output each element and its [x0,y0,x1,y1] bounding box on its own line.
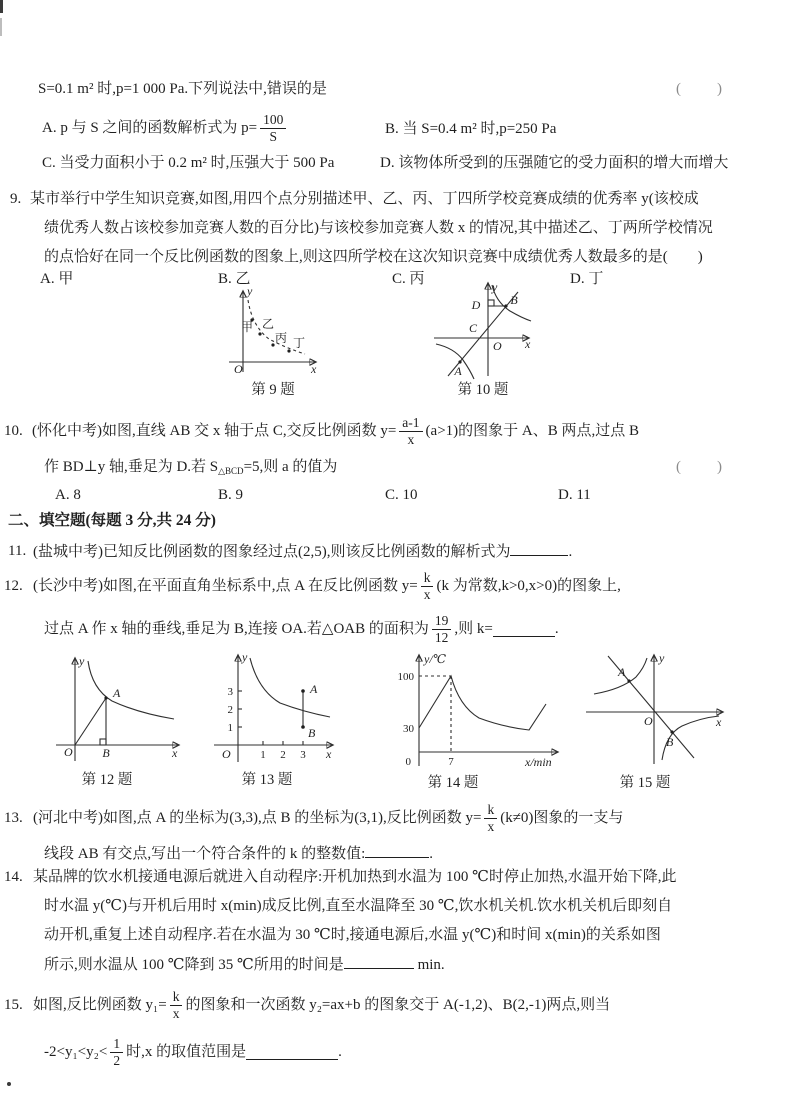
q10-fraction [399,415,422,447]
q10-line2-a: 作 BD⊥y 轴,垂足为 D.若 S [44,459,219,475]
q15-post: . [338,1044,342,1060]
label-x: x [311,362,317,376]
q13-line1-a: (河北中考)如图,点 A 的坐标为(3,3),点 B 的坐标为(3,1),反比例函数 y= [33,810,482,826]
q10-option-d: D. 11 [558,487,591,503]
x-tick-label-3: 3 [300,749,306,761]
label-origin: O [234,362,243,376]
label-yi: 乙 [261,317,275,331]
q12-line1 [33,564,621,608]
q14-number: 14. [4,869,23,885]
fraction-denominator: x [487,818,495,834]
figure-q15-graph [580,648,730,772]
label-origin: O [64,745,73,759]
q8-option-d: D. 该物体所受到的压强随它的受力面积的增大而增大 [380,155,729,171]
q13-line2 [44,842,433,865]
q10-line2-b: =5,则 a 的值为 [243,459,338,475]
q10-option-b: B. 9 [218,487,244,503]
q10-option-a: A. 8 [55,487,81,503]
q12-line1-a: (长沙中考)如图,在平面直角坐标系中,点 A 在反比例函数 y= [33,578,418,594]
label-A: A [618,665,626,679]
q15-line1-b: 的图象和一次函数 y₂=ax+b 的图象交于 A(-1,2)、B(2,-1)两点,则当 [185,997,611,1013]
y-label-100: 100 [397,671,414,683]
q14-line1: 某品牌的饮水机接通电源后就进入自动程序:开机加热到水温为 100 ℃时停止加热,水温开始下降,此 [33,869,677,885]
y-label-30: 30 [403,723,414,735]
q12-number: 12. [4,578,23,594]
scan-edge-mark [0,0,3,13]
hyperbola-curve [250,658,330,717]
temperature-curve [419,676,546,730]
label-A: A [113,686,121,700]
label-x: x [525,337,531,351]
q13-line1-b: (k≠0)图象的一支与 [500,810,624,826]
x-axis-label: x/min [525,755,552,769]
figure-q12-graph [50,653,185,768]
q13-post: . [429,846,434,862]
q8-option-b: B. 当 S=0.4 m² 时,p=250 Pa [385,121,557,137]
section2-header: 二、填空题(每题 3 分,共 24 分) [8,512,216,529]
right-angle-mark [488,300,494,306]
figure-q10-graph [430,280,535,380]
fraction-denominator: 12 [434,629,449,645]
label-x: x [716,715,722,729]
label-x: x [172,746,178,760]
q13-number: 13. [4,810,23,826]
q10-number: 10. [4,423,23,439]
figure-q15-caption: 第 15 题 [619,775,671,791]
q10-subscript: △BCD [218,466,244,476]
q11-answer-blank [510,540,568,556]
figure-q13-caption: 第 13 题 [241,772,293,788]
point-yi [258,332,261,335]
q8-option-c: C. 当受力面积小于 0.2 m² 时,压强大于 500 Pa [42,155,335,171]
q9-option-d: D. 丁 [570,271,604,287]
label-origin: O [222,747,231,761]
q15-line2 [44,1026,342,1078]
x-tick-label-2: 2 [280,749,286,761]
label-B: B [510,293,518,307]
q12-fraction-area [432,613,452,645]
label-ding: 丁 [292,336,306,350]
q12-line1-b: (k 为常数,k>0,x>0)的图象上, [436,578,621,594]
q12-line2-a: 过点 A 作 x 轴的垂线,垂足为 B,连接 OA.若△OAB 的面积为 [44,621,429,637]
y-axis-label: y/℃ [424,652,447,666]
segment-OA [75,698,106,745]
right-angle-mark [100,739,106,745]
point-ding [287,349,290,352]
q10-answer-bracket: ( ) [676,459,724,475]
label-A: A [454,364,462,378]
q11-post: . [568,544,573,560]
fraction-denominator: x [172,1005,180,1021]
q8-answer-bracket: ( ) [676,81,724,97]
q8-option-a [42,106,289,150]
q12-post: . [554,621,559,637]
point-A [627,679,630,682]
point-B [504,304,507,307]
q8-option-a-fraction [260,112,286,144]
q10-line1 [32,408,639,454]
q13-fraction [484,802,497,834]
q12-line2 [44,604,559,654]
label-A: A [310,682,318,696]
label-y: y [659,651,665,665]
fraction-numerator: a-1 [399,415,422,432]
label-B: B [666,735,674,749]
label-B: B [308,726,316,740]
y-tick-label-3: 3 [227,686,233,698]
q14-answer-blank [344,953,414,969]
fraction-denominator: S [269,128,278,144]
q13-line1 [33,796,623,840]
q9-line2: 绩优秀人数占该校参加竞赛人数的百分比)与该校参加竞赛人数 x 的情况,其中描述乙、丁两所学校情况 [44,220,713,236]
q13-answer-blank [365,842,429,858]
q10-line1-b: (a>1)的图象于 A、B 两点,过点 B [425,423,639,439]
figure-q14-graph [381,648,566,774]
y-tick-label-1: 1 [227,722,233,734]
q13-line2-text: 线段 AB 有交点,写出一个符合条件的 k 的整数值: [44,846,366,862]
q11-pre: (盐城中考)已知反比例函数的图象经过点(2,5),则该反比例函数的解析式为 [33,544,511,560]
q14-line3: 动开机,重复上述自动程序.若在水温为 30 ℃时,接通电源后,水温 y(℃)和时间 x(min)的关系如图 [44,927,661,943]
fraction-numerator: k [421,570,434,587]
y-tick-label-2: 2 [227,704,233,716]
point-A [104,696,107,699]
q10-line1-a: (怀化中考)如图,直线 AB 交 x 轴于点 C,交反比例函数 y= [32,423,397,439]
figure-q13-graph [206,648,336,768]
q15-fraction-half [110,1036,123,1068]
q15-fraction-kx [170,989,183,1021]
label-x: x [326,747,332,761]
q14-line4 [44,953,445,976]
label-B: B [102,746,110,760]
fraction-numerator: k [484,802,497,819]
q15-answer-blank [246,1044,338,1060]
q11-number: 11. [8,543,27,559]
q15-line1-a: 如图,反比例函数 y₁= [33,997,167,1013]
fraction-denominator: x [407,431,415,447]
q12-fraction-kx [421,570,434,602]
fraction-denominator: x [423,586,431,602]
q15-line2-b: 时,x 的取值范围是 [126,1044,247,1060]
q15-line2-a: -2<y₁<y₂< [44,1044,108,1060]
q9-option-b: B. 乙 [218,271,251,287]
label-y: y [492,280,498,294]
figure-q14-caption: 第 14 题 [427,775,479,791]
x-label-7: 7 [448,756,454,768]
fraction-numerator: k [170,989,183,1006]
label-origin: O [644,714,653,728]
q9-option-a: A. 甲 [40,271,74,287]
figure-q9-graph [223,284,323,376]
q9-line1: 某市举行中学生知识竞赛,如图,用四个点分别描述甲、乙、丙、丁四所学校竞赛成绩的优秀率 y(该校成 [30,191,699,207]
q12-answer-blank [493,621,555,637]
q11-text [33,540,572,563]
q10-option-c: C. 10 [385,487,418,503]
fraction-numerator: 1 [110,1036,123,1053]
q15-number: 15. [4,997,23,1013]
fraction-denominator: 2 [113,1052,121,1068]
page-footer-dot [7,1082,11,1086]
label-D: D [471,298,481,312]
figure-q10-caption: 第 10 题 [457,382,509,398]
point-A [301,689,305,693]
q9-line3: 的点恰好在同一个反比例函数的图象上,则这四所学校在这次知识竞赛中成绩优秀人数最多的是( ) [44,249,703,265]
point-B [301,725,305,729]
label-bing: 丙 [274,331,288,345]
fraction-numerator: 19 [432,613,452,630]
hyperbola-curve [88,661,174,719]
q15-line1 [33,982,610,1028]
label-origin: 0 [405,756,411,768]
q14-line4-text: 所示,则水温从 100 ℃降到 35 ℃所用的时间是 [44,957,344,973]
q14-line2: 时水温 y(℃)与开机后用时 x(min)成反比例,直至水温降至 30 ℃,饮水机关机.饮水机关机后即刻自 [44,898,673,914]
q12-line2-b: ,则 k= [454,621,493,637]
label-C: C [468,321,478,335]
q14-post: min. [413,957,445,973]
label-jia: 甲 [240,320,254,334]
x-tick-label-1: 1 [260,749,266,761]
q9-number: 9. [10,191,22,207]
point-B [670,730,673,733]
scan-edge-mark-faint [0,18,2,36]
label-y: y [79,654,85,668]
q8-option-a-text: A. p 与 S 之间的函数解析式为 p= [42,120,258,136]
label-origin: O [493,339,502,353]
label-y: y [242,650,248,664]
q8-stem: S=0.1 m² 时,p=1 000 Pa.下列说法中,错误的是 [38,81,327,97]
label-y: y [247,284,253,298]
q10-line2 [44,456,337,482]
q9-option-c: C. 丙 [392,271,425,287]
fraction-numerator: 100 [260,112,286,129]
figure-q9-caption: 第 9 题 [251,382,295,398]
figure-q12-caption: 第 12 题 [81,772,133,788]
